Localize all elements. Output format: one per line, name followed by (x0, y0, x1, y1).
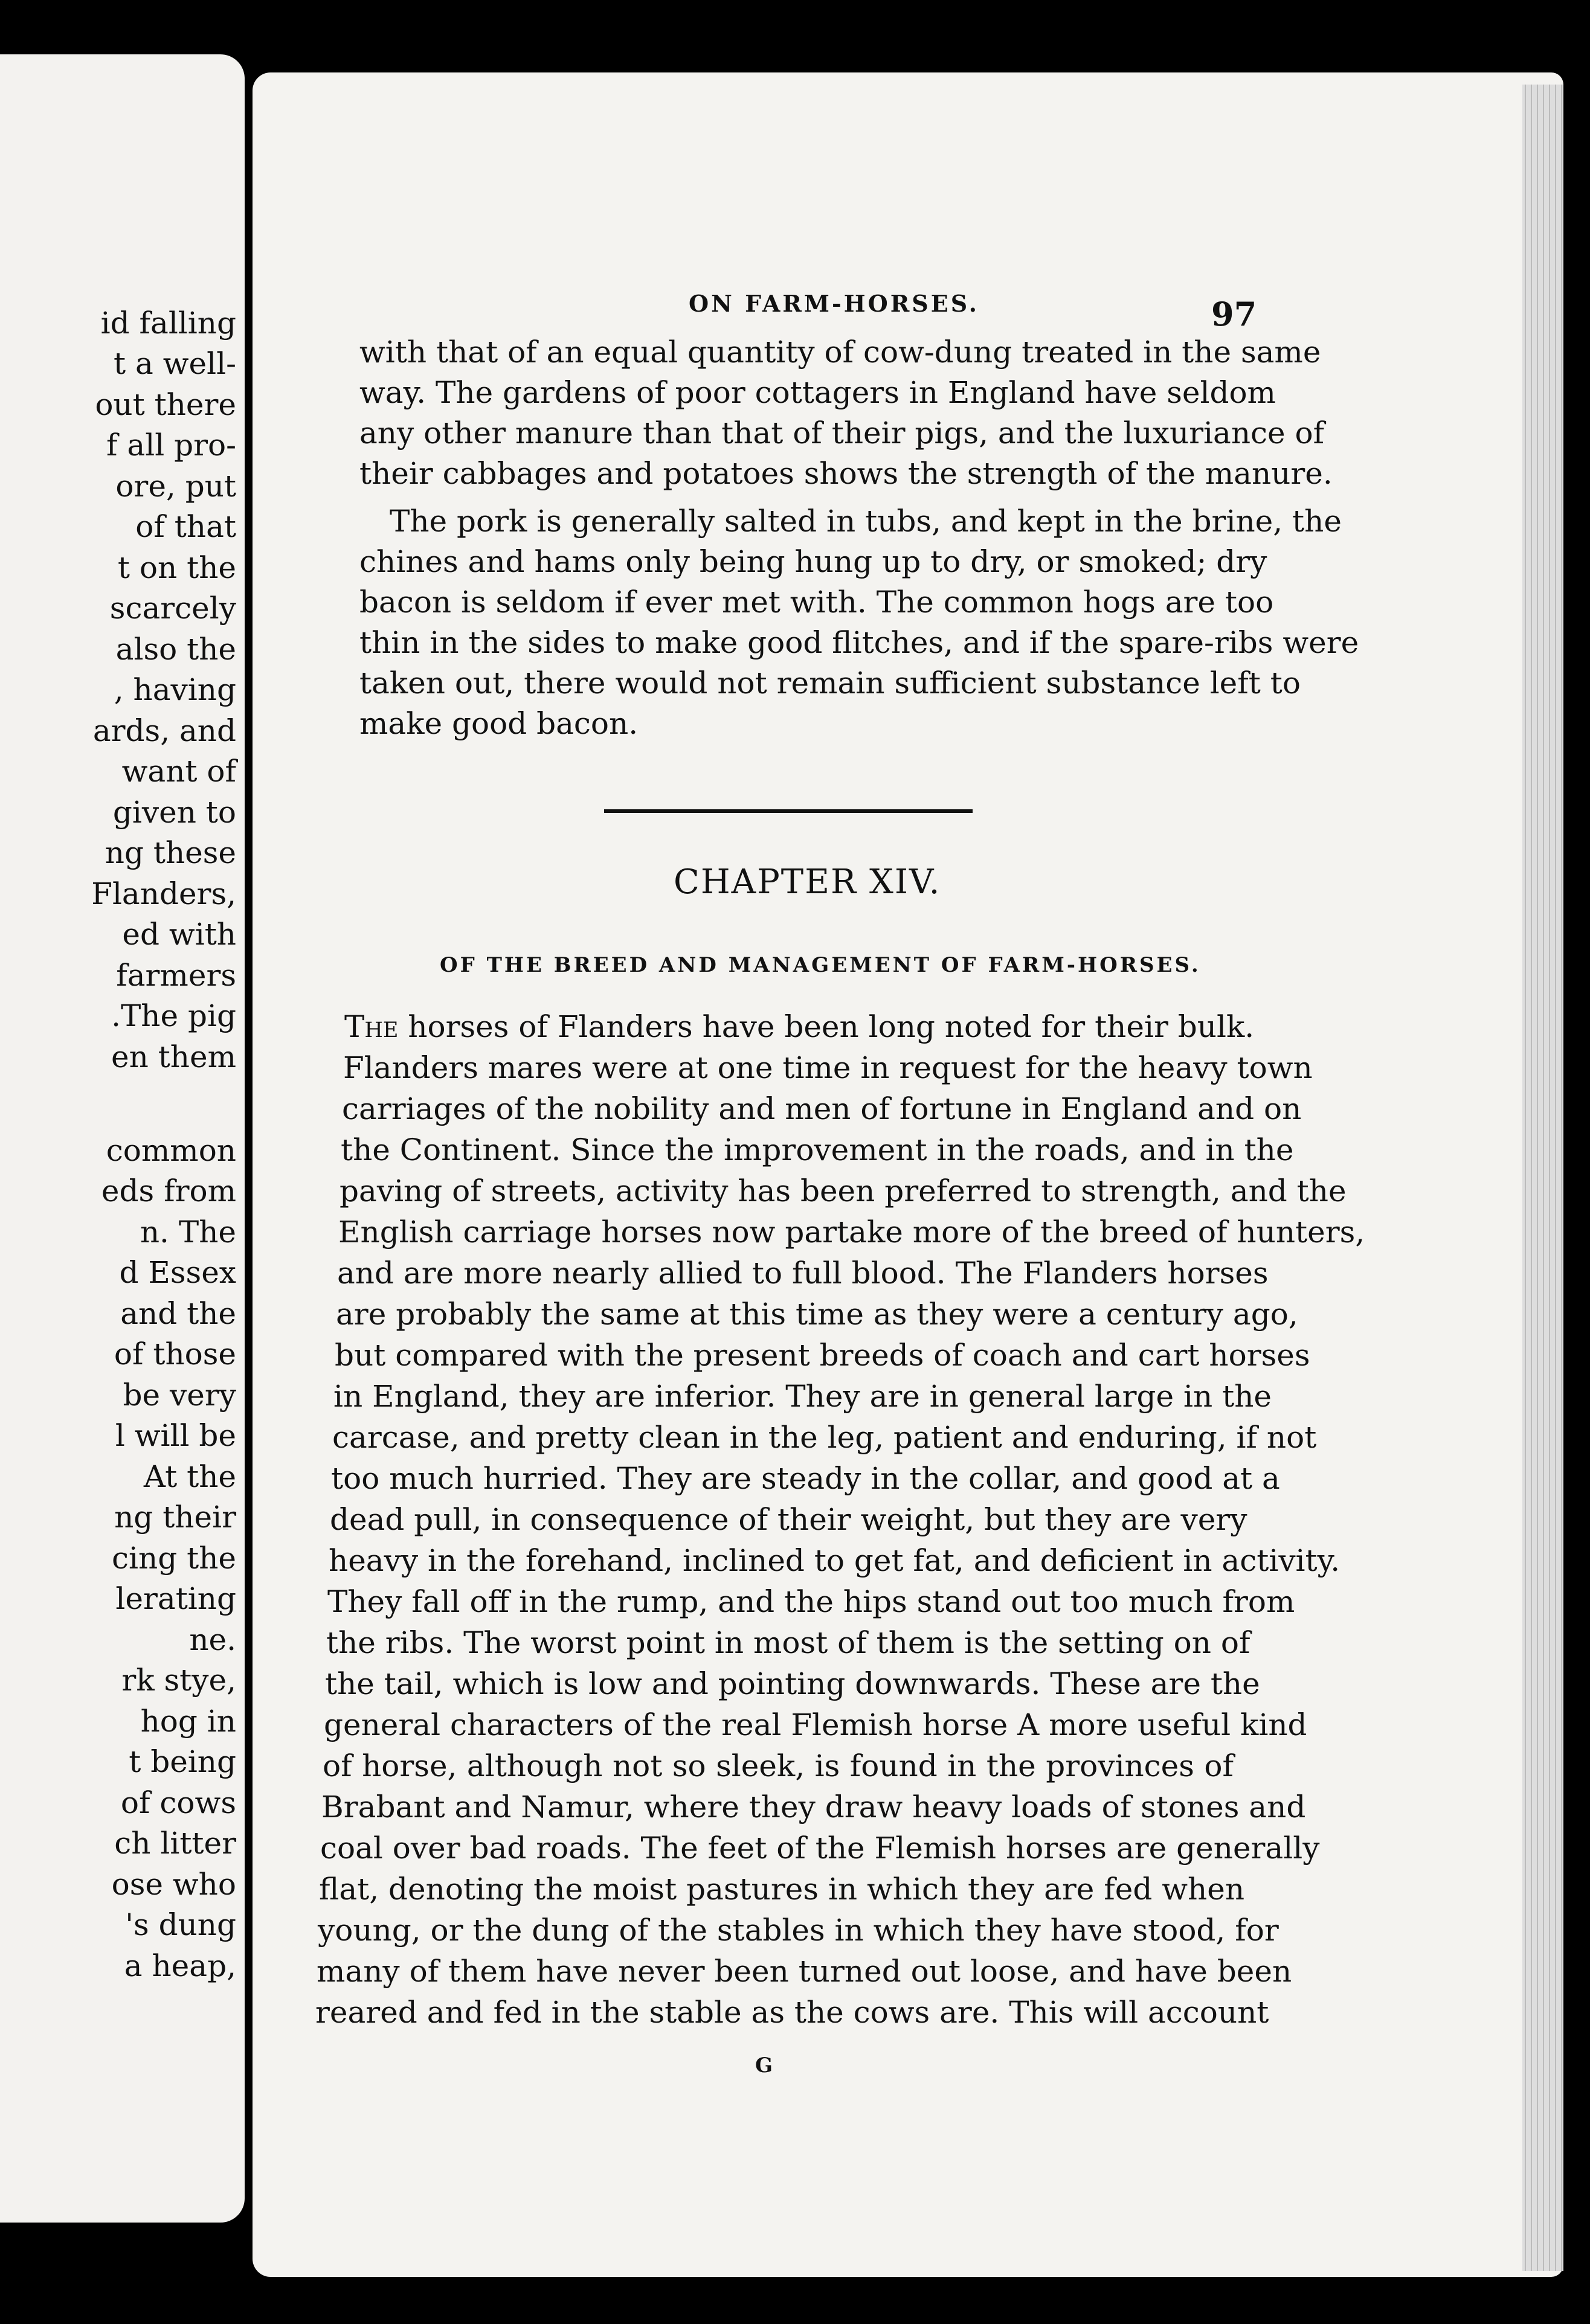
left-line: f all pro- (106, 428, 236, 463)
text-line: and are more nearly allied to full blood. The Flanders horses (337, 1256, 1269, 1291)
left-line: d Essex (119, 1255, 236, 1290)
text-line: carriages of the nobility and men of fortune in England and on (342, 1091, 1302, 1126)
text-line: are probably the same at this time as they were a century ago, (336, 1297, 1298, 1332)
text-line: chines and hams only being hung up to dry, or smoked; dry (359, 544, 1267, 579)
text-line: but compared with the present breeds of coach and cart horses (335, 1338, 1310, 1373)
text-line: taken out, there would not remain sufficient substance left to (359, 666, 1301, 701)
drop-word: The (344, 1009, 399, 1044)
signature-mark: G (755, 2053, 773, 2078)
text-line: in England, they are inferior. They are in general large in the (333, 1379, 1272, 1414)
text-line: of horse, although not so sleek, is found in the provinces of (323, 1748, 1234, 1783)
text-line: make good bacon. (359, 706, 639, 741)
left-line: rk stye, (121, 1663, 236, 1698)
text-line: coal over bad roads. The feet of the Flemish horses are generally (320, 1831, 1320, 1866)
text-line: They fall off in the rump, and the hips stand out too much from (327, 1584, 1295, 1619)
left-line: eds from (101, 1173, 236, 1209)
left-line: .The pig (111, 998, 236, 1033)
left-line: ose who (111, 1867, 236, 1902)
left-line: out there (95, 387, 236, 422)
left-line: id falling (100, 306, 236, 341)
text-line: paving of streets, activity has been preferred to strength, and the (340, 1173, 1347, 1209)
text-line: their cabbages and potatoes shows the strength of the manure. (359, 456, 1333, 491)
chapter-subtitle: OF THE BREED AND MANAGEMENT OF FARM-HORSES. (440, 953, 1201, 977)
text-line: the ribs. The worst point in most of them is the setting on of (326, 1625, 1250, 1660)
left-page-fragment (0, 54, 245, 2223)
page-number: 97 (1211, 295, 1257, 333)
left-line: , having (114, 672, 236, 707)
text-line: reared and fed in the stable as the cows are. This will account (315, 1995, 1269, 2030)
text-line: bacon is seldom if ever met with. The common hogs are too (359, 585, 1274, 620)
text-line: flat, denoting the moist pastures in which they are fed when (319, 1872, 1245, 1907)
page-edge (1522, 85, 1563, 2271)
text-line: The pork is generally salted in tubs, and kept in the brine, the (390, 504, 1342, 539)
running-head: ON FARM-HORSES. (689, 290, 980, 317)
left-line: a heap, (124, 1948, 236, 1983)
text-line: the Continent. Since the improvement in the roads, and in the (341, 1132, 1294, 1167)
left-line: ore, put (115, 469, 236, 504)
left-line: Flanders, (91, 876, 236, 911)
left-line: of those (114, 1337, 236, 1372)
text-line: young, or the dung of the stables in which they have stood, for (318, 1913, 1279, 1948)
left-line: cing the (112, 1541, 236, 1576)
left-line: common (106, 1133, 236, 1168)
left-line: ng these (105, 835, 236, 870)
text-line: English carriage horses now partake more of the breed of hunters, (338, 1215, 1365, 1250)
text-line: general characters of the real Flemish horse A more useful kind (324, 1707, 1307, 1742)
left-line: want of (121, 754, 236, 789)
left-line: of that (135, 509, 236, 544)
left-line: given to (112, 795, 236, 830)
left-line: also the (115, 632, 236, 667)
text-line: too much hurried. They are steady in the collar, and good at a (331, 1461, 1280, 1496)
left-line: ed with (122, 917, 236, 952)
chapter-title: CHAPTER XIV. (674, 862, 941, 902)
left-line: ch litter (114, 1826, 236, 1861)
text-line: thin in the sides to make good flitches, and if the spare-ribs were (359, 625, 1359, 660)
left-line: ne. (189, 1622, 236, 1657)
left-line: lerating (115, 1581, 236, 1616)
left-line: en them (111, 1039, 236, 1074)
left-line: 's dung (125, 1907, 236, 1942)
left-line: l will be (115, 1418, 236, 1453)
left-line: ng their (114, 1500, 236, 1535)
section-rule (604, 809, 973, 813)
text-line: many of them have never been turned out loose, and have been (317, 1954, 1292, 1989)
text-line: way. The gardens of poor cottagers in England have seldom (359, 375, 1276, 410)
text-line: dead pull, in consequence of their weight, but they are very (330, 1502, 1247, 1537)
left-line: and the (120, 1296, 236, 1331)
text-line: with that of an equal quantity of cow-dung treated in the same (359, 335, 1321, 370)
text-line: the tail, which is low and pointing downwards. These are the (325, 1666, 1260, 1701)
text-line: Flanders mares were at one time in request for the heavy town (343, 1050, 1313, 1085)
left-line: t on the (117, 550, 236, 585)
text-line: any other manure than that of their pigs, and the luxuriance of (359, 416, 1325, 451)
text-line (344, 1009, 1255, 1044)
text-line: Brabant and Namur, where they draw heavy loads of stones and (321, 1790, 1306, 1825)
left-line: n. The (140, 1215, 236, 1250)
left-line: t a well- (114, 346, 236, 381)
text-line: heavy in the forehand, inclined to get fat, and deficient in activity. (329, 1543, 1341, 1578)
left-line: scarcely (109, 591, 236, 626)
left-line: hog in (140, 1704, 236, 1739)
left-line: of cows (120, 1785, 236, 1820)
left-line: farmers (116, 958, 236, 993)
first-line-rest: horses of Flanders have been long noted for their bulk. (398, 1009, 1255, 1044)
text-line: carcase, and pretty clean in the leg, patient and enduring, if not (332, 1420, 1317, 1455)
left-line: be very (123, 1378, 236, 1413)
left-line: t being (129, 1744, 236, 1779)
left-line: At the (143, 1459, 236, 1494)
left-line: ards, and (92, 713, 236, 748)
